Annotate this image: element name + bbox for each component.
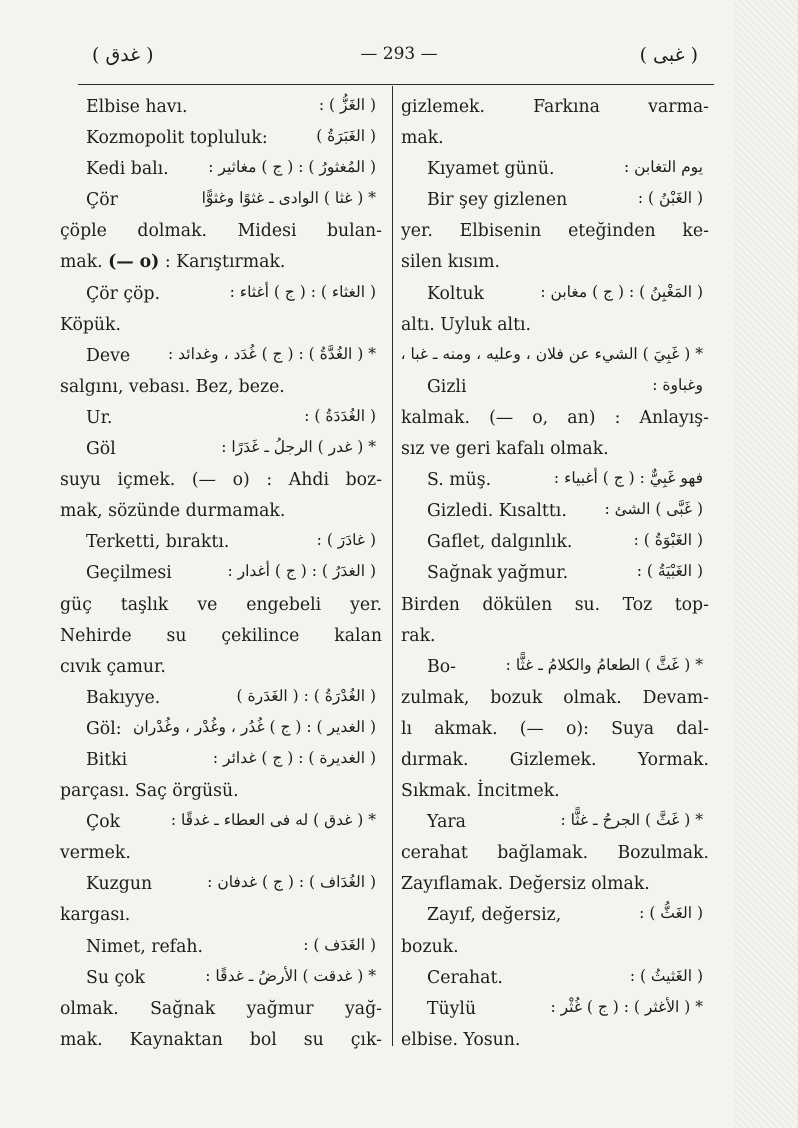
dictionary-line [401,714,709,745]
arabic-headword: * ( الأغثر ) : ( ج ) غُثْر : [550,997,703,1016]
entry-text: Kozmopolit topluluk: [86,128,268,149]
dictionary-line [60,621,382,652]
page-header [0,44,798,74]
dictionary-line [60,216,382,247]
entry-text: Bakıyye. [86,687,161,708]
dictionary-line [60,838,382,869]
dictionary-line [401,683,709,714]
arabic-headword: ( الغدير ) : ( ج ) غُدُر ، وغُدْر ، وغُدْران [133,717,376,736]
entry-text: Tüylü [427,998,477,1019]
arabic-headword: * ( غدقت ) الأرضُ ـ غدقًا : [205,966,376,985]
arabic-headword: ( الغَبْوَةُ ) : [633,531,703,550]
entry-text: Elbise havı. [86,97,188,117]
dictionary-line [60,247,382,278]
dictionary-line [401,154,709,185]
entry-text: Bo- [427,656,456,677]
dictionary-line [60,932,382,963]
arabic-headword: ( الغديرة ) : ( ج ) غدائر : [212,748,376,767]
column-divider [392,86,393,1046]
arabic-headword: يوم التغابن : [623,158,703,177]
arabic-headword: * ( غَثَّ ) الجرحُ ـ غثًّا : [560,811,703,830]
dictionary-line [60,869,382,900]
entry-text: parçası. Saç örgüsü. [60,781,239,802]
entry-text: Nehirde su çekilince kalan [60,625,382,646]
dictionary-line [60,590,382,621]
entry-text: Koltuk [427,283,484,304]
entry-text: mak. [401,128,444,149]
dictionary-line [60,963,382,994]
arabic-headword: ( الغَبْيَةُ ) : [636,562,703,581]
dictionary-line [60,807,382,838]
entry-text: Gaflet, dalgınlık. [427,532,573,553]
arabic-headword: * ( غَثَّ ) الطعامُ والكلامُ ـ غثًّا : [505,655,703,674]
dictionary-line [401,558,709,589]
dictionary-line [60,527,382,558]
arabic-headword: ( الغَثُّ ) : [639,904,703,923]
header-right-guide-word: ( غبى ) [639,44,698,66]
arabic-headword: * ( غدق ) له فى العطاء ـ غدقًا : [170,811,376,830]
entry-text: kalmak. (— o, an) : Anlayış- [401,407,709,428]
entry-text: gizlemek. Farkına varma- [401,97,709,117]
entry-text: dırmak. Gizlemek. Yormak. [401,749,709,770]
dictionary-line [60,154,382,185]
dictionary-line [401,776,709,807]
dictionary-line [60,403,382,434]
arabic-headword: ( المَغْبِنُ ) : ( ج ) مغابن : [540,282,703,301]
entry-text: Nimet, refah. [86,936,204,957]
dictionary-line [60,1025,382,1056]
dictionary-line [401,1025,709,1056]
entry-text: bozuk. [401,936,459,957]
entry-text: Birden dökülen su. Toz top- [401,594,709,615]
dictionary-line [401,123,709,154]
entry-text: Gizli [427,376,467,397]
dictionary-line [401,838,709,869]
entry-text: Yara [427,812,466,833]
dictionary-line [401,869,709,900]
entry-text: suyu içmek. (— o) : Ahdi boz- [60,470,382,491]
arabic-headword: ( الغثاء ) : ( ج ) أغثاء : [229,282,376,301]
header-rule [78,84,714,85]
header-left-guide-word: ( غدق ) [92,44,154,66]
entry-text: Kıyamet günü. [427,159,555,180]
dictionary-line [401,963,709,994]
arabic-headword: ( الغَدَف ) : [303,935,376,954]
entry-text: Bitki [86,749,128,770]
dictionary-line [60,372,382,403]
dictionary-line [401,590,709,621]
dictionary-line [401,279,709,310]
dictionary-line [60,92,382,123]
arabic-headword: ( الغَبَرَةُ ) [316,127,376,146]
entry-text: Cerahat. [427,967,503,988]
entry-text: güç taşlık ve engebeli yer. [60,594,382,615]
dictionary-line [60,745,382,776]
entry-text: mak. Kaynaktan bol su çık- [60,1029,382,1050]
entry-text: elbise. Yosun. [401,1029,521,1050]
dictionary-line [401,185,709,216]
dictionary-line [401,900,709,931]
entry-text: Köpük. [60,314,122,335]
entry-text: sız ve geri kafalı olmak. [401,439,609,460]
entry-text: çöple dolmak. Midesi bulan- [60,221,382,242]
entry-text: olmak. Sağnak yağmur yağ- [60,998,382,1019]
dictionary-line [401,527,709,558]
entry-text: kargası. [60,905,131,926]
entry-text: Çok [86,812,121,833]
arabic-headword: ( الغُدَاف ) : ( ج ) غدفان : [207,873,376,892]
arabic-headword: فهو غَبِيٌّ : ( ج ) أغبياء : [553,469,703,488]
entry-text: S. müş. [427,470,492,491]
dictionary-line [401,994,709,1025]
arabic-headword: ( الغُدَدَةُ ) : [304,406,376,425]
dictionary-line [401,465,709,496]
dictionary-line [60,310,382,341]
entry-text: cıvık çamur. [60,656,166,677]
dictionary-line [401,496,709,527]
entry-text: rak. [401,625,436,646]
dictionary-line [401,745,709,776]
dictionary-line [401,92,709,123]
entry-text: Çör [86,190,118,211]
arabic-headword: وغباوة : [652,375,703,394]
dictionary-line [60,123,382,154]
dictionary-line [60,776,382,807]
dictionary-line [401,216,709,247]
entry-text: Deve [86,345,131,366]
entry-text: salgını, vebası. Bez, beze. [60,376,285,397]
entry-text: Su çok [86,967,146,988]
dictionary-line [60,683,382,714]
dictionary-line [60,185,382,216]
entry-text: Terketti, bıraktı. [86,532,230,553]
entry-text: zulmak, bozuk olmak. Devam- [401,687,709,708]
dictionary-line [60,994,382,1025]
dictionary-line [401,652,709,683]
dictionary-line [401,403,709,434]
dictionary-line [60,434,382,465]
entry-text: mak, sözünde durmamak. [60,501,286,522]
entry-text: Sağnak yağmur. [427,563,569,584]
arabic-headword: ( غَبَّى ) الشئ : [604,500,703,519]
entry-text: Kedi balı. [86,159,169,180]
page-number: — 293 — [360,44,438,64]
arabic-headword: * ( غثا ) الوادى ـ غثوًا وغثوًّا [201,189,376,208]
entry-text: Zayıflamak. Değersiz olmak. [401,874,650,895]
dictionary-line [60,652,382,683]
entry-text: Göl: [86,718,122,739]
dictionary-line [401,434,709,465]
entry-text: Gizledi. Kısalttı. [427,501,567,522]
arabic-headword: ( المُغثورُ ) : ( ج ) مغاثير : [208,158,376,177]
dictionary-line [60,714,382,745]
entry-text: altı. Uyluk altı. [401,314,532,335]
arabic-headword: ( الغَبْنُ ) : [637,189,703,208]
entry-text: Sıkmak. İncitmek. [401,781,560,802]
entry-text: mak. (— o) : Karıştırmak. [60,252,286,273]
entry-text: vermek. [60,843,131,864]
dictionary-line [401,310,709,341]
dictionary-line [401,341,709,372]
arabic-headword: ( الغَزُّ ) : [318,96,376,114]
dictionary-line [401,372,709,403]
entry-text: Çör çöp. [86,283,161,304]
arabic-headword: * ( غدر ) الرجلُ ـ غَدَرًا : [221,438,376,457]
entry-text: Göl [86,439,116,460]
entry-text: Geçilmesi [86,563,172,584]
entry-text: silen kısım. [401,252,501,273]
dictionary-line [401,621,709,652]
dictionary-line [60,496,382,527]
dictionary-line [401,932,709,963]
arabic-headword: ( غادَرَ ) : [316,531,376,550]
dictionary-line [401,807,709,838]
dictionary-line [60,900,382,931]
left-column [60,92,382,1056]
dictionary-line [60,558,382,589]
arabic-headword: ( الغُدْرَةُ ) : ( الغَدَرة ) [236,686,376,705]
dictionary-line [60,341,382,372]
right-column [401,92,709,1056]
arabic-headword: ( الغدَرُ ) : ( ج ) أغدار : [227,562,376,581]
entry-text: Kuzgun [86,874,153,895]
entry-text: Zayıf, değersiz, [427,905,562,926]
arabic-headword: * ( الغُدَّةُ ) : ( ج ) غُدَد ، وغدائد : [168,344,376,363]
entry-text: cerahat bağlamak. Bozulmak. [401,843,709,864]
entry-text: yer. Elbisenin eteğinden ke- [401,221,709,242]
arabic-headword: ( الغَثيثُ ) : [629,966,703,985]
dictionary-line [401,247,709,278]
page-edge-texture [734,0,798,1128]
dictionary-line [60,279,382,310]
entry-text: lı akmak. (— o): Suya dal- [401,718,709,739]
arabic-headword: * ( غَبِيَ ) الشيء عن فلان ، وعليه ، ومنه ـ غبا ، [400,344,703,363]
entry-text: Ur. [86,407,113,428]
entry-text: Bir şey gizlenen [427,190,568,211]
dictionary-line [60,465,382,496]
